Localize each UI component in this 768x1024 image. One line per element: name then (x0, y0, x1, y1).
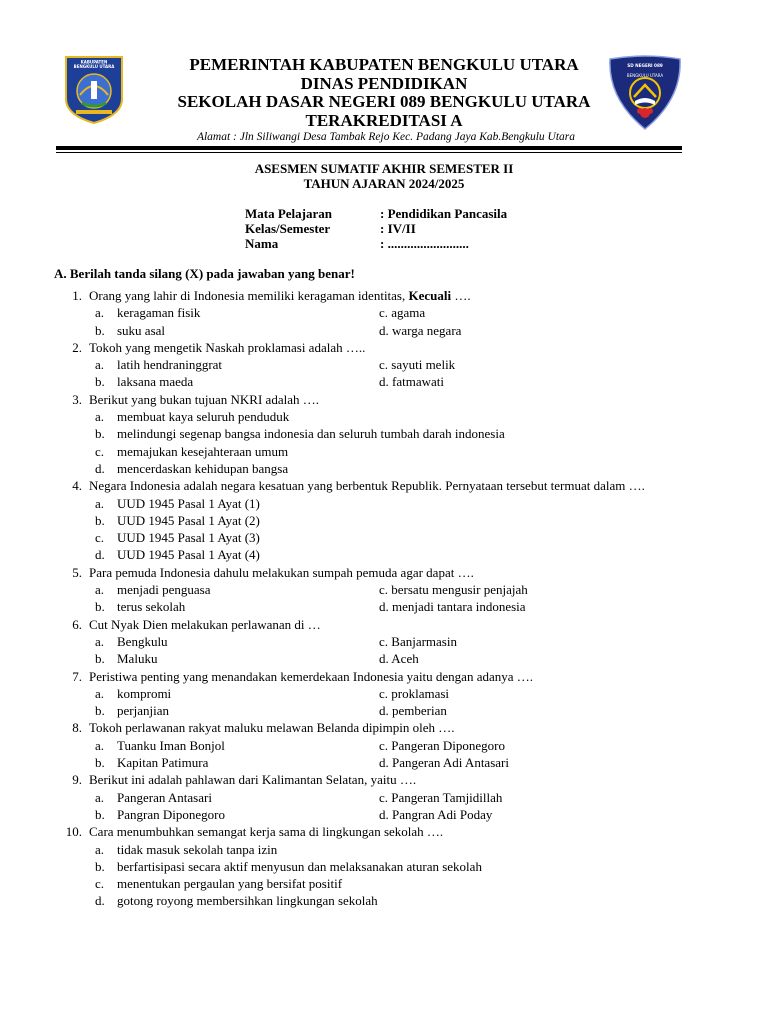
question-number: 9. (72, 772, 82, 788)
answer-option (89, 322, 379, 339)
answer-option (89, 598, 379, 615)
question-number: 3. (72, 391, 82, 407)
option-letter: c. (95, 876, 105, 892)
option-text: menjadi penguasa (117, 582, 211, 598)
header-divider-thin (56, 152, 682, 153)
answer-option (89, 546, 729, 563)
option-text: d. menjadi tantara indonesia (379, 599, 526, 615)
answer-option (379, 373, 669, 390)
option-letter: c. (95, 530, 105, 546)
option-letter: d. (95, 460, 105, 476)
question-text-part: Cara menumbuhkan semangat kerja sama di lingkungan sekolah …. (89, 824, 444, 840)
question-number: 8. (72, 720, 82, 736)
question-number: 2. (72, 339, 82, 355)
answer-option (89, 789, 379, 806)
svg-text:BENGKULU UTARA: BENGKULU UTARA (73, 64, 115, 69)
option-letter: b. (95, 651, 105, 667)
option-letter: d. (95, 893, 105, 909)
answer-option (89, 841, 729, 858)
option-text: Maluku (117, 651, 158, 667)
question-text (89, 719, 734, 736)
info-label: Mata Pelajaran (245, 206, 333, 221)
option-letter: b. (95, 599, 105, 615)
answer-option (379, 702, 669, 719)
answer-options (54, 581, 734, 616)
answer-options (54, 408, 734, 477)
answer-option (89, 425, 729, 442)
info-row (245, 236, 507, 251)
option-letter: b. (95, 322, 105, 338)
answer-option (89, 443, 729, 460)
question-number: 5. (72, 564, 82, 580)
question-text-part: Tokoh perlawanan rakyat maluku melawan Belanda dipimpin oleh …. (89, 720, 455, 736)
option-text: membuat kaya seluruh penduduk (117, 409, 290, 425)
answer-options (54, 841, 734, 910)
option-letter: b. (95, 703, 105, 719)
question-number: 7. (72, 668, 82, 684)
option-letter: a. (95, 409, 105, 425)
option-letter: b. (95, 806, 105, 822)
government-line: PEMERINTAH KABUPATEN BENGKULU UTARA (189, 55, 579, 74)
answer-option (89, 875, 729, 892)
option-letter: a. (95, 633, 105, 649)
option-text: c. sayuti melik (379, 357, 456, 373)
question-text-part: Orang yang lahir di Indonesia memiliki keragaman identitas, (89, 288, 409, 303)
option-text: latih hendraninggrat (117, 357, 223, 373)
option-text: suku asal (117, 322, 166, 338)
question-text (89, 339, 734, 356)
answer-option (89, 754, 379, 771)
option-text: UUD 1945 Pasal 1 Ayat (3) (117, 530, 260, 546)
question-list (54, 287, 734, 910)
option-letter: a. (95, 789, 105, 805)
question-number: 1. (72, 288, 82, 303)
department-line: DINAS PENDIDIKAN (300, 73, 468, 93)
option-text: Tuanku Iman Bonjol (117, 737, 225, 753)
option-text: d. Pangran Adi Poday (379, 806, 493, 822)
question-emphasis: Kecuali (408, 288, 452, 303)
option-letter: d. (95, 547, 105, 563)
option-letter: a. (95, 495, 105, 511)
school-logo (606, 55, 684, 131)
question-text-part: Peristiwa penting yang menandakan kemerdekaan Indonesia yaitu dengan adanya …. (89, 668, 534, 684)
answer-option (379, 806, 669, 823)
answer-option (89, 581, 379, 598)
option-letter: a. (95, 582, 105, 598)
letterhead (140, 56, 628, 130)
question-text (89, 823, 734, 840)
question-item (54, 287, 734, 304)
option-letter: b. (95, 512, 105, 528)
option-text: d. Aceh (379, 651, 419, 667)
answer-option (89, 702, 379, 719)
option-text: Bengkulu (117, 633, 168, 649)
question-text (89, 771, 734, 788)
question-text (89, 668, 734, 685)
answer-option (89, 650, 379, 667)
option-letter: a. (95, 841, 105, 857)
option-text: c. bersatu mengusir penjajah (379, 582, 528, 598)
option-text: c. Pangeran Diponegoro (379, 737, 505, 753)
answer-option (379, 598, 669, 615)
accreditation: TERAKREDITASI A (305, 110, 463, 130)
option-text: menentukan pergaulan yang bersifat positif (117, 876, 343, 892)
header-divider-thick (56, 146, 682, 150)
answer-option (89, 356, 379, 373)
question-item (54, 391, 734, 408)
question-text-part: Berikut ini adalah pahlawan dari Kalimantan Selatan, yaitu …. (89, 772, 417, 788)
option-text: laksana maeda (117, 374, 194, 390)
option-letter: a. (95, 357, 105, 373)
info-value: : IV/II (380, 221, 416, 236)
answer-option (379, 685, 669, 702)
answer-option (89, 737, 379, 754)
question-text (89, 391, 734, 408)
exam-title: ASESMEN SUMATIF AKHIR SEMESTER II (254, 161, 514, 176)
info-value: : ......................... (380, 236, 469, 251)
answer-options (54, 304, 734, 339)
question-text-part: Cut Nyak Dien melakukan perlawanan di … (89, 616, 321, 632)
kabupaten-logo (62, 55, 126, 125)
option-text: Pangran Diponegoro (117, 806, 225, 822)
section-a-instruction: A. Berilah tanda silang (X) pada jawaban yang benar! (54, 266, 355, 281)
option-text: d. Pangeran Adi Antasari (379, 755, 509, 771)
question-number: 4. (72, 478, 82, 494)
option-text: melindungi segenap bangsa indonesia dan seluruh tumbah darah indonesia (117, 426, 505, 442)
question-item (54, 616, 734, 633)
question-text-tail: …. (451, 288, 471, 303)
answer-option (89, 373, 379, 390)
option-text: keragaman fisik (117, 305, 201, 321)
school-address: Alamat : Jln Siliwangi Desa Tambak Rejo Kec. Padang Jaya Kab.Bengkulu Utara (196, 131, 576, 143)
question-item (54, 668, 734, 685)
option-text: c. agama (379, 305, 426, 321)
answer-option (379, 633, 669, 650)
option-text: Kapitan Patimura (117, 755, 209, 771)
answer-option (379, 650, 669, 667)
answer-option (89, 408, 729, 425)
info-label: Nama (245, 236, 279, 251)
option-letter: b. (95, 755, 105, 771)
answer-option (379, 737, 669, 754)
svg-text:BENGKULU UTARA: BENGKULU UTARA (626, 73, 664, 78)
info-label: Kelas/Semester (245, 221, 331, 236)
answer-option (89, 460, 729, 477)
option-text: UUD 1945 Pasal 1 Ayat (1) (117, 495, 260, 511)
option-letter: a. (95, 737, 105, 753)
answer-option (89, 633, 379, 650)
answer-option (89, 512, 729, 529)
answer-option (379, 322, 669, 339)
question-text (89, 287, 734, 304)
answer-options (54, 737, 734, 772)
question-item (54, 771, 734, 788)
option-text: UUD 1945 Pasal 1 Ayat (2) (117, 512, 260, 528)
answer-option (89, 685, 379, 702)
option-text: d. fatmawati (379, 374, 444, 390)
option-text: d. pemberian (379, 703, 447, 719)
option-text: tidak masuk sekolah tanpa izin (117, 841, 278, 857)
svg-text:KABUPATEN: KABUPATEN (80, 59, 108, 65)
question-text (89, 564, 734, 581)
student-info-block (245, 206, 507, 251)
answer-options (54, 685, 734, 720)
option-text: kompromi (117, 685, 172, 701)
answer-options (54, 495, 734, 564)
option-text: terus sekolah (117, 599, 186, 615)
svg-text:SD NEGERI 089: SD NEGERI 089 (627, 63, 663, 68)
question-item (54, 564, 734, 581)
option-text: c. Banjarmasin (379, 633, 457, 649)
question-text-part: Berikut yang bukan tujuan NKRI adalah …. (89, 391, 319, 407)
answer-option (89, 892, 729, 909)
answer-option (89, 858, 729, 875)
question-text-part: Para pemuda Indonesia dahulu melakukan sumpah pemuda agar dapat …. (89, 564, 474, 580)
answer-option (89, 495, 729, 512)
answer-options (54, 356, 734, 391)
option-letter: b. (95, 858, 105, 874)
question-item (54, 477, 734, 494)
option-letter: b. (95, 426, 105, 442)
option-letter: a. (95, 685, 105, 701)
academic-year: TAHUN AJARAN 2024/2025 (303, 176, 465, 191)
answer-option (379, 581, 669, 598)
option-text: berfartisipasi secara aktif menyusun dan melaksanakan aturan sekolah (117, 858, 482, 874)
answer-options (54, 633, 734, 668)
info-row (245, 206, 507, 221)
question-item (54, 719, 734, 736)
question-text-part: Tokoh yang mengetik Naskah proklamasi adalah ….. (89, 339, 366, 355)
answer-option (89, 529, 729, 546)
question-item (54, 339, 734, 356)
option-text: perjanjian (117, 703, 169, 719)
option-text: memajukan kesejahteraan umum (117, 443, 289, 459)
option-letter: c. (95, 443, 105, 459)
question-number: 6. (72, 616, 82, 632)
question-number: 10. (65, 824, 82, 840)
answer-option (379, 304, 669, 321)
answer-option (379, 789, 669, 806)
info-row (245, 221, 507, 236)
answer-option (89, 304, 379, 321)
answer-option (89, 806, 379, 823)
option-text: c. proklamasi (379, 685, 450, 701)
option-text: gotong royong membersihkan lingkungan sekolah (117, 893, 378, 909)
question-item (54, 823, 734, 840)
school-name: SEKOLAH DASAR NEGERI 089 BENGKULU UTARA (177, 92, 591, 111)
question-text (89, 616, 734, 633)
option-text: Pangeran Antasari (117, 789, 212, 805)
option-text: mencerdaskan kehidupan bangsa (117, 460, 289, 476)
option-text: c. Pangeran Tamjidillah (379, 789, 503, 805)
option-text: UUD 1945 Pasal 1 Ayat (4) (117, 547, 260, 563)
option-text: d. warga negara (379, 322, 462, 338)
answer-option (379, 754, 669, 771)
answer-option (379, 356, 669, 373)
question-text-part: Negara Indonesia adalah negara kesatuan yang berbentuk Republik. Pernyataan tersebut termuat dalam …. (89, 478, 645, 494)
answer-options (54, 789, 734, 824)
option-letter: b. (95, 374, 105, 390)
option-letter: a. (95, 305, 105, 321)
question-text (89, 477, 734, 494)
info-value: : Pendidikan Pancasila (380, 206, 508, 221)
